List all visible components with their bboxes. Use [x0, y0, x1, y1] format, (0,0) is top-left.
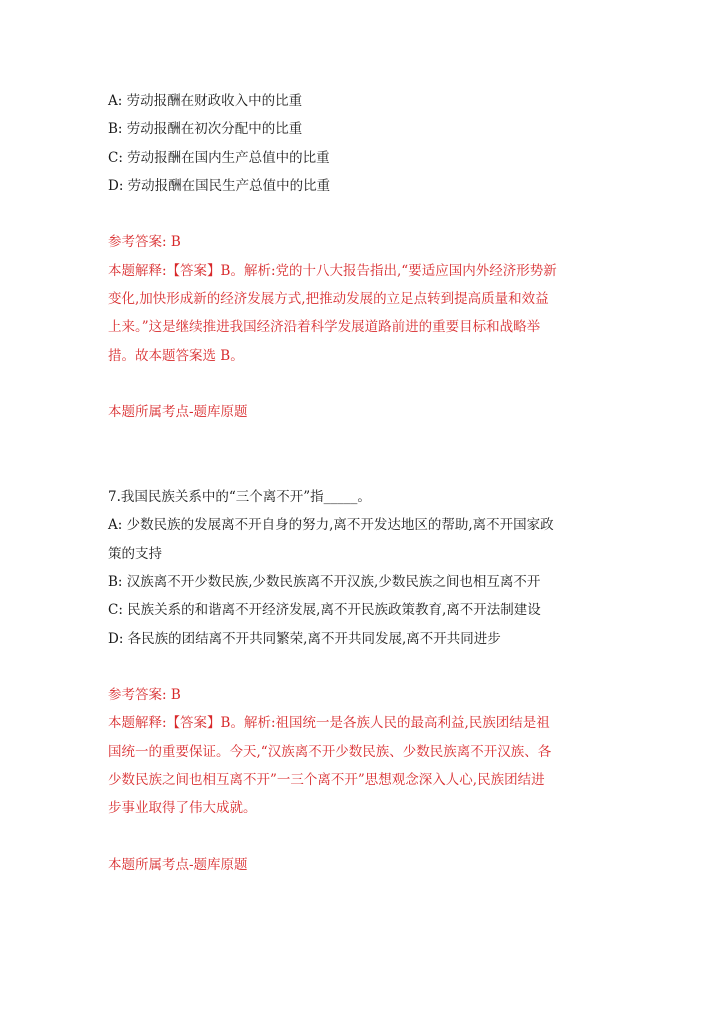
q7-explanation-line: 少数民族之间也相互离不开”一三个离不开”思想观念深入人心,民族团结进 [108, 772, 545, 788]
q7-option-a-continued: 策的支持 [108, 546, 162, 562]
q7-option-a: A: 少数民族的发展离不开自身的努力,离不开发达地区的帮助,离不开国家政 [108, 517, 554, 533]
q6-option-a: A: 劳动报酬在财政收入中的比重 [108, 93, 303, 109]
q7-source: 本题所属考点-题库原题 [108, 857, 248, 873]
q7-option-b: B: 汉族离不开少数民族,少数民族离不开汉族,少数民族之间也相互离不开 [108, 574, 541, 590]
q6-answer: 参考答案: B [108, 234, 181, 250]
q6-explanation-line: 本题解释:【答案】B。解析:党的十八大报告指出,“要适应国内外经济形势新 [108, 263, 557, 279]
q6-explanation-line: 变化,加快形成新的经济发展方式,把推动发展的立足点转到提高质量和效益 [108, 291, 549, 307]
q6-option-d: D: 劳动报酬在国民生产总值中的比重 [108, 178, 331, 194]
q6-source: 本题所属考点-题库原题 [108, 404, 248, 420]
q7-answer: 参考答案: B [108, 687, 181, 703]
q7-option-c: C: 民族关系的和谐离不开经济发展,离不开民族政策教育,离不开法制建设 [108, 602, 541, 618]
q6-option-c: C: 劳动报酬在国内生产总值中的比重 [108, 150, 330, 166]
q7-question: 7.我国民族关系中的“三个离不开”指_____。 [108, 489, 371, 505]
q7-explanation-line: 本题解释:【答案】B。解析:祖国统一是各族人民的最高利益,民族团结是祖 [108, 715, 550, 731]
q6-option-b: B: 劳动报酬在初次分配中的比重 [108, 121, 303, 137]
q7-explanation-line: 步事业取得了伟大成就。 [108, 800, 257, 816]
q7-option-d: D: 各民族的团结离不开共同繁荣,离不开共同发展,离不开共同进步 [108, 631, 501, 647]
q6-explanation-line: 措。故本题答案选 B。 [108, 348, 244, 364]
q7-explanation-line: 国统一的重要保证。今天,“汉族离不开少数民族、少数民族离不开汉族、各 [108, 744, 552, 760]
q6-explanation-line: 上来。”这是继续推进我国经济沿着科学发展道路前进的重要目标和战略举 [108, 319, 541, 335]
